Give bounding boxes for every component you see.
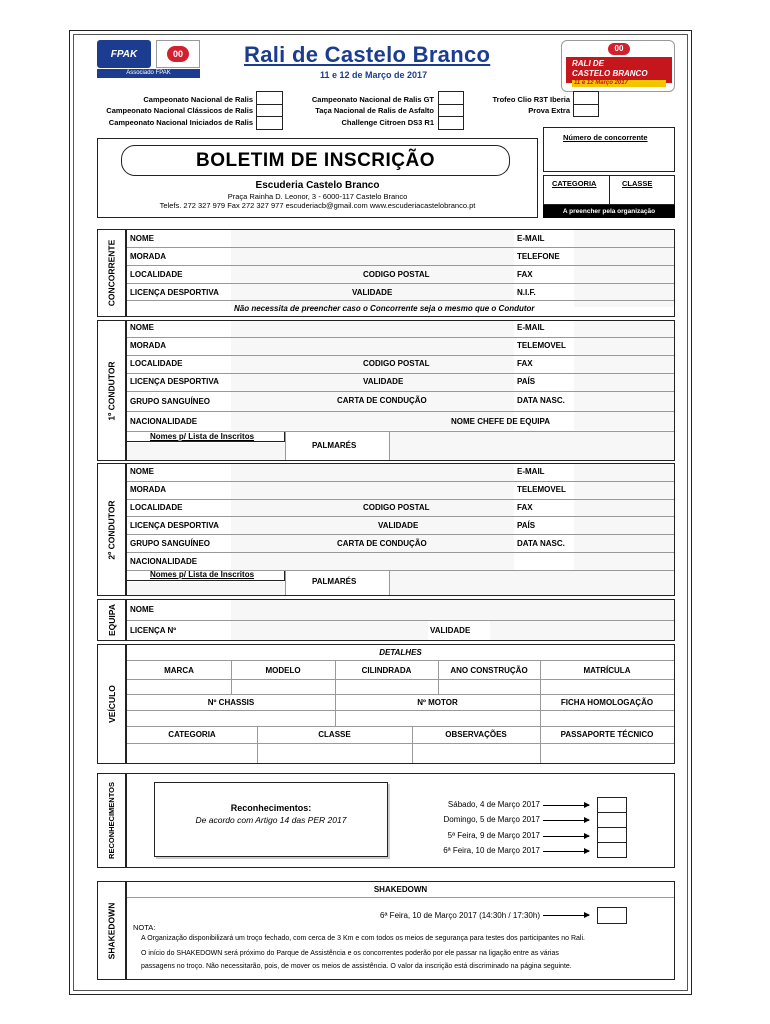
side-text: RECONHECIMENTOS <box>107 782 117 859</box>
aci-logo-mark: 00 <box>167 46 189 62</box>
palmares-input[interactable] <box>389 432 674 460</box>
rally-badge-band <box>566 57 672 86</box>
nota-line: passagens no troço. Não necessitarão, pois, de mover os meios de assistência. O valor da inscrição está discriminado na página seguinte. <box>141 963 572 970</box>
nota-label: NOTA: <box>133 923 156 932</box>
field-label-nome: NOME <box>130 467 154 476</box>
reconhecimentos-title: Reconhecimentos: <box>230 803 312 813</box>
field-label-nacionalidade: NACIONALIDADE <box>130 417 198 426</box>
field-label-nome: NOME <box>130 323 154 332</box>
veiculo-side-label <box>97 644 126 764</box>
field-label-telemovel: TELEMOVEL <box>517 341 566 350</box>
recon-checkbox[interactable] <box>597 827 627 843</box>
field-label-validade: VALIDADE <box>378 521 419 530</box>
row-line <box>127 552 674 553</box>
numero-concorrente-label: Número de concorrente <box>563 133 648 142</box>
field-label-carta: CARTA DE CONDUÇÃO <box>337 396 427 405</box>
field-label-pais: PAÍS <box>517 521 536 530</box>
rally-badge-logo <box>561 40 675 92</box>
field-label-telefone: TELEFONE <box>517 252 560 261</box>
field-label-email: E-MAIL <box>517 234 545 243</box>
field-label-telemovel: TELEMOVEL <box>517 485 566 494</box>
side-text: 1º CONDUTOR <box>106 360 117 421</box>
equipa-licenca-input[interactable] <box>231 621 428 640</box>
row-line <box>127 726 674 727</box>
col-header-ficha: FICHA HOMOLOGAÇÃO <box>560 698 654 707</box>
row-line <box>127 337 674 338</box>
recon-day: Sábado, 4 de Março 2017 <box>447 800 540 809</box>
reconhecimentos-side-label <box>97 773 126 868</box>
arrow-right-icon <box>543 805 589 806</box>
classe-label: CLASSE <box>622 179 653 188</box>
field-label-validade: VALIDADE <box>363 377 404 386</box>
arrow-right-icon <box>543 820 589 821</box>
escuderia-address: Praça Rainha D. Leonor, 3 - 6000-117 Castelo Branco <box>227 192 408 201</box>
col-header-marca: MARCA <box>164 666 194 675</box>
fpak-logo: FPAK <box>97 40 151 68</box>
champ-label: Campeonato Nacional Clássicos de Ralis <box>106 106 253 115</box>
field-label-email: E-MAIL <box>517 323 545 332</box>
champ-label: Campeonato Nacional Iniciados de Ralis <box>108 118 253 127</box>
champ-label: Challenge Citroen DS3 R1 <box>341 118 434 127</box>
rally-badge-mark: 00 <box>608 43 630 55</box>
recon-checkbox[interactable] <box>597 797 627 813</box>
row-line <box>127 660 674 661</box>
shakedown-title: SHAKEDOWN <box>373 885 428 894</box>
condutor1-side-label <box>97 320 126 461</box>
palmares-input[interactable] <box>389 571 674 595</box>
recon-day: 6ª Feira, 10 de Março 2017 <box>443 846 540 855</box>
champ-label: Campeonato Nacional de Ralis <box>143 95 253 104</box>
side-text: CONCORRENTE <box>106 239 117 307</box>
row-line <box>127 300 674 301</box>
field-label-localidade: LOCALIDADE <box>130 503 183 512</box>
champ-checkbox[interactable] <box>573 104 599 117</box>
col-header-classe: CLASSE <box>318 730 351 739</box>
field-label-licenca: LICENÇA DESPORTIVA <box>130 521 219 530</box>
equipa-nome-input[interactable] <box>231 600 674 620</box>
field-label-palmares: PALMARÉS <box>312 577 357 586</box>
escuderia-name: Escuderia Castelo Branco <box>255 180 380 191</box>
field-label-morada: MORADA <box>130 252 166 261</box>
champ-checkbox[interactable] <box>438 116 464 130</box>
field-label-validade: VALIDADE <box>352 288 393 297</box>
organizacao-note: A preencher pela organização <box>543 205 675 218</box>
field-label-licenca: LICENÇA DESPORTIVA <box>130 288 219 297</box>
field-label-nacionalidade: NACIONALIDADE <box>130 557 198 566</box>
row-line <box>127 283 674 284</box>
col-header-motor: Nº MOTOR <box>417 698 458 707</box>
row-line <box>127 499 674 500</box>
row-line <box>127 694 674 695</box>
field-label-morada: MORADA <box>130 341 166 350</box>
nota-line: O início do SHAKEDOWN será próximo do Parque de Assistência e os concorrentes poderão por ele passar na ligação entre as várias <box>141 950 559 957</box>
nomes-lista-input[interactable] <box>127 582 285 595</box>
field-label-chefe-equipa: NOME CHEFE DE EQUIPA <box>451 417 550 426</box>
champ-checkbox[interactable] <box>256 91 283 105</box>
page-title: Rali de Castelo Branco <box>244 42 491 67</box>
col-header-matricula: MATRÍCULA <box>583 666 631 675</box>
rally-badge-sub: 11 e 12 Março 2017 <box>572 80 666 87</box>
col-header-ano: ANO CONSTRUÇÃO <box>450 666 528 675</box>
condutor2-input-area-right[interactable] <box>574 464 674 570</box>
side-text: 2º CONDUTOR <box>106 499 117 560</box>
field-label-pais: PAÍS <box>517 377 536 386</box>
field-label-localidade: LOCALIDADE <box>130 270 183 279</box>
field-label-data-nasc: DATA NASC. <box>517 539 565 548</box>
rally-badge-line1: RALI DE <box>572 59 604 68</box>
col-header-categoria: CATEGORIA <box>168 730 216 739</box>
field-label-carta: CARTA DE CONDUÇÃO <box>337 539 427 548</box>
recon-day: Domingo, 5 de Março 2017 <box>443 815 540 824</box>
col-header-cilindrada: CILINDRADA <box>361 666 412 675</box>
col-header-modelo: MODELO <box>265 666 301 675</box>
row-line <box>127 391 674 392</box>
field-label-licenca: LICENÇA Nº <box>130 626 177 635</box>
arrow-right-icon <box>543 915 589 916</box>
row-line <box>127 743 674 744</box>
champ-label: Taça Nacional de Ralis de Asfalto <box>315 106 434 115</box>
concorrente-side-label <box>97 229 126 317</box>
row-line <box>127 620 674 621</box>
shakedown-side-label <box>97 881 126 980</box>
row-line <box>127 373 674 374</box>
escuderia-contacts: Telefs. 272 327 979 Fax 272 327 977 escuderiacb@gmail.com www.escuderiacastelobranco.pt <box>159 201 476 210</box>
field-label-localidade: LOCALIDADE <box>130 359 183 368</box>
arrow-right-icon <box>543 851 589 852</box>
concorrente-note: Não necessita de preencher caso o Concorrente seja o mesmo que o Condutor <box>234 304 535 313</box>
row-line <box>127 710 674 711</box>
field-label-nome: NOME <box>130 234 154 243</box>
champ-label: Prova Extra <box>528 106 570 115</box>
field-label-nome: NOME <box>130 605 154 614</box>
detalhes-title: DETALHES <box>379 648 422 657</box>
nota-line: A Organização disponibilizará um troço fechado, com cerca de 3 Km e com todos os meios de segurança para testes dos participantes no Rali. <box>141 935 585 942</box>
arrow-right-icon <box>543 836 589 837</box>
concorrente-input-area-right[interactable] <box>574 230 674 307</box>
row-line <box>127 897 674 898</box>
col-header-passaporte: PASSAPORTE TÉCNICO <box>560 730 654 739</box>
row-line <box>127 481 674 482</box>
field-label-codigo-postal: CODIGO POSTAL <box>363 359 430 368</box>
reconhecimentos-subtitle: De acordo com Artigo 14 das PER 2017 <box>195 815 347 825</box>
recon-day: 5ª Feira, 9 de Março 2017 <box>447 831 540 840</box>
nomes-lista-input[interactable] <box>127 443 285 460</box>
shakedown-date: 6ª Feira, 10 de Março 2017 (14:30h / 17:30h) <box>380 911 540 920</box>
champ-checkbox[interactable] <box>256 116 283 130</box>
condutor2-input-area[interactable] <box>231 464 514 570</box>
col-header-chassis: Nº CHASSIS <box>207 698 255 707</box>
field-label-data-nasc: DATA NASC. <box>517 396 565 405</box>
side-text: VEÍCULO <box>106 685 117 723</box>
side-text: EQUIPA <box>106 604 117 636</box>
condutor2-side-label <box>97 463 126 596</box>
equipa-validade-input[interactable] <box>490 621 674 640</box>
champ-checkbox[interactable] <box>573 91 599 105</box>
nomes-lista-label: Nomes p/ Lista de Inscritos <box>150 570 255 579</box>
shakedown-checkbox[interactable] <box>597 907 627 924</box>
equipa-side-label <box>97 599 126 641</box>
field-label-codigo-postal: CODIGO POSTAL <box>363 503 430 512</box>
row-line <box>127 516 674 517</box>
field-label-palmares: PALMARÉS <box>312 441 357 450</box>
field-label-morada: MORADA <box>130 485 166 494</box>
aci-logo <box>156 40 200 68</box>
field-label-licenca: LICENÇA DESPORTIVA <box>130 377 219 386</box>
field-label-fax: FAX <box>517 359 533 368</box>
row-line <box>127 679 674 680</box>
side-text: SHAKEDOWN <box>106 902 117 959</box>
divider <box>609 176 610 204</box>
field-label-fax: FAX <box>517 270 533 279</box>
categoria-label: CATEGORIA <box>552 179 597 188</box>
champ-label: Campeonato Nacional de Ralis GT <box>311 95 434 104</box>
row-line <box>127 534 674 535</box>
fpak-associado-band: Associado FPAK <box>97 69 200 78</box>
row-line <box>127 247 674 248</box>
recon-checkbox[interactable] <box>597 812 627 828</box>
field-label-validade: VALIDADE <box>430 626 471 635</box>
row-line <box>127 265 674 266</box>
boletim-title: BOLETIM DE INSCRIÇÃO <box>121 145 510 176</box>
field-label-codigo-postal: CODIGO POSTAL <box>363 270 430 279</box>
field-label-fax: FAX <box>517 503 533 512</box>
event-dates: 11 e 12 de Março de 2017 <box>320 70 428 80</box>
row-line <box>127 411 674 412</box>
recon-checkbox[interactable] <box>597 842 627 858</box>
champ-label: Trofeo Clio R3T Iberia <box>492 95 570 104</box>
col-header-observacoes: OBSERVAÇÕES <box>445 730 507 739</box>
champ-checkbox[interactable] <box>438 91 464 105</box>
nomes-lista-label: Nomes p/ Lista de Inscritos <box>150 432 255 441</box>
field-label-email: E-MAIL <box>517 467 545 476</box>
row-line <box>127 355 674 356</box>
field-label-grupo-sanguineo: GRUPO SANGUÍNEO <box>130 539 211 548</box>
rally-badge-line2: CASTELO BRANCO <box>572 69 648 78</box>
field-label-nif: N.I.F. <box>517 288 536 297</box>
field-label-grupo-sanguineo: GRUPO SANGUÍNEO <box>130 397 211 406</box>
